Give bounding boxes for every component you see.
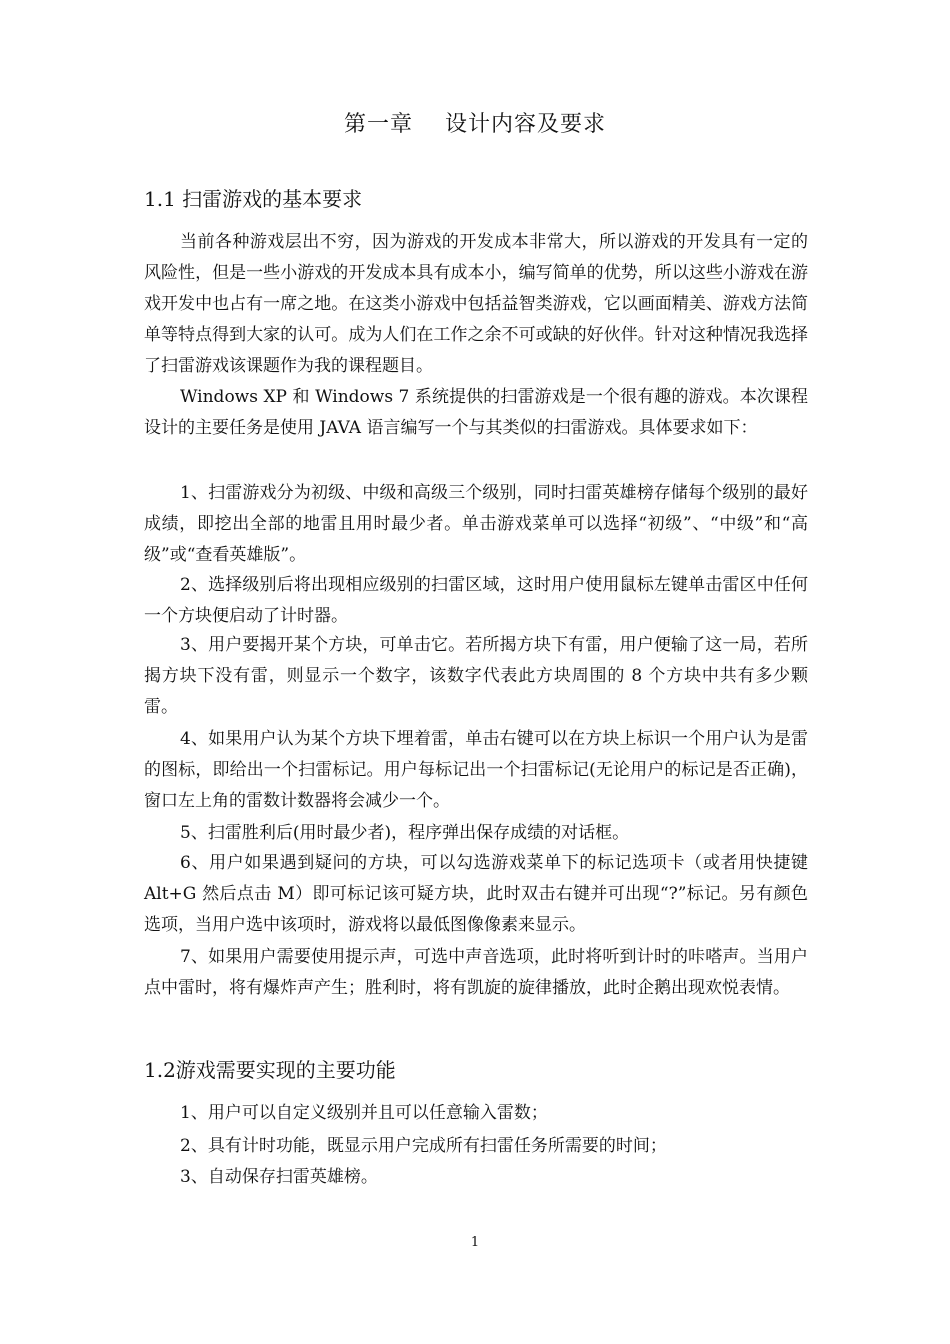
requirement-3: 3、用户要揭开某个方块，可单击它。若所揭方块下有雷，用户便输了这一局，若所揭方块下没有雷，则显示一个数字，该数字代表此方块周围的 8 个方块中共有多少颗雷。 [144, 635, 808, 717]
section-heading-1-1: 1.1 扫雷游戏的基本要求 [144, 187, 363, 211]
chapter-title: 第一章 设计内容及要求 [344, 112, 606, 137]
section-heading-1-2: 1.2游戏需要实现的主要功能 [144, 1058, 396, 1082]
paragraph-intro: 当前各种游戏层出不穷，因为游戏的开发成本非常大，所以游戏的开发具有一定的风险性，但是一些小游戏的开发成本具有成本小，编写简单的优势，所以这些小游戏在游戏开发中也占有一席之地。在这类小游戏中包括益智类游戏，它以画面精美、游戏方法简单等特点得到大家的认可。成为人们在工作之余不可或缺的好伙伴。针对这种情况我选择了扫雷游戏该课题作为我的课程题目。 [144, 232, 808, 376]
function-item-1: 1、用户可以自定义级别并且可以任意输入雷数； [180, 1103, 548, 1123]
requirement-2: 2、选择级别后将出现相应级别的扫雷区域，这时用户使用鼠标左键单击雷区中任何一个方块便启动了计时器。 [144, 575, 808, 626]
requirement-7: 7、如果用户需要使用提示声，可选中声音选项，此时将听到计时的咔嗒声。当用户点中雷时，将有爆炸声产生；胜利时，将有凯旋的旋律播放，此时企鹅出现欢悦表情。 [144, 947, 808, 998]
function-item-3: 3、自动保存扫雷英雄榜。 [180, 1167, 378, 1187]
function-item-2: 2、具有计时功能，既显示用户完成所有扫雷任务所需要的时间； [180, 1136, 667, 1156]
requirement-6: 6、用户如果遇到疑问的方块，可以勾选游戏菜单下的标记选项卡（或者用快捷键 Alt+G 然后点击 M）即可标记该可疑方块，此时双击右键并可出现“?”标记。另有颜色选项，当用户选中该项时，游戏将以最低图像像素来显示。 [144, 853, 808, 935]
requirement-5: 5、扫雷胜利后(用时最少者)，程序弹出保存成绩的对话框。 [180, 823, 630, 843]
requirement-4: 4、如果用户认为某个方块下埋着雷，单击右键可以在方块上标识一个用户认为是雷的图标，即给出一个扫雷标记。用户每标记出一个扫雷标记(无论用户的标记是否正确)，窗口左上角的雷数计数器将会减少一个。 [144, 729, 808, 811]
page-number: 1 [470, 1235, 480, 1250]
paragraph-windows-minesweeper: Windows XP 和 Windows 7 系统提供的扫雷游戏是一个很有趣的游戏。本次课程设计的主要任务是使用 JAVA 语言编写一个与其类似的扫雷游戏。具体要求如下： [144, 387, 808, 438]
requirement-1: 1、扫雷游戏分为初级、中级和高级三个级别，同时扫雷英雄榜存储每个级别的最好成绩，即挖出全部的地雷且用时最少者。单击游戏菜单可以选择“初级”、“中级”和“高级”或“查看英雄版”。 [144, 483, 808, 565]
